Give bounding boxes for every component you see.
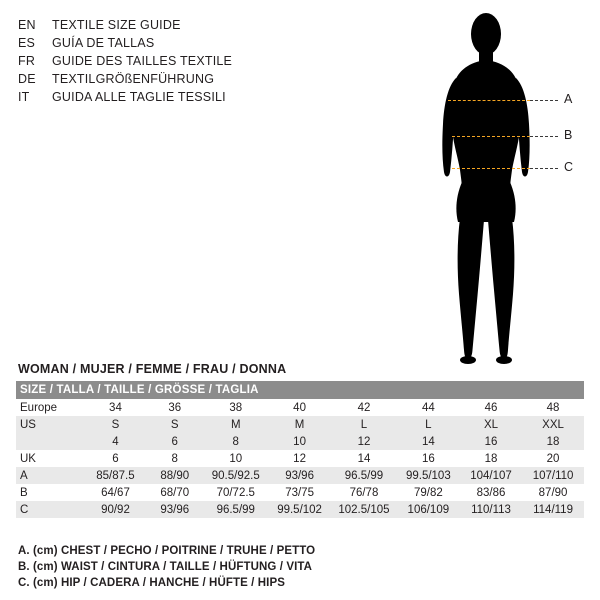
cell: 93/96	[146, 501, 204, 518]
table-row	[16, 467, 584, 484]
language-text: TEXTILGRÖßENFÜHRUNG	[52, 72, 215, 86]
cell: 10	[268, 433, 331, 450]
cell: 6	[146, 433, 204, 450]
language-list	[18, 16, 318, 106]
cell: 114/119	[522, 501, 584, 518]
cell: 99.5/102	[268, 501, 331, 518]
language-text: GUIDE DES TAILLES TEXTILE	[52, 54, 233, 68]
cell: 110/113	[460, 501, 522, 518]
cell: 38	[204, 399, 268, 416]
language-code: DE	[18, 72, 36, 86]
language-code: FR	[18, 54, 36, 68]
cell: 96.5/99	[204, 501, 268, 518]
cell: 87/90	[522, 484, 584, 501]
table-header-row	[16, 381, 584, 399]
cell: 16	[460, 433, 522, 450]
language-row	[18, 70, 318, 88]
hip-measure-label: C	[564, 160, 574, 174]
chest-measure-line	[448, 100, 530, 101]
cell: 85/87.5	[85, 467, 146, 484]
cell: 88/90	[146, 467, 204, 484]
cell: 4	[85, 433, 146, 450]
cell: M	[268, 416, 331, 433]
cell: 18	[460, 450, 522, 467]
cell: M	[204, 416, 268, 433]
cell: XXL	[522, 416, 584, 433]
cell: 8	[146, 450, 204, 467]
cell: 20	[522, 450, 584, 467]
cell: 93/96	[268, 467, 331, 484]
cell: 8	[204, 433, 268, 450]
cell: 40	[268, 399, 331, 416]
cell: 48	[522, 399, 584, 416]
row-label: B	[16, 484, 85, 501]
row-label: Europe	[16, 399, 85, 416]
cell: 18	[522, 433, 584, 450]
cell: 83/86	[460, 484, 522, 501]
footnote-waist: B. (cm) WAIST / CINTURA / TAILLE / HÜFTUNG / VITA	[18, 561, 313, 573]
cell: 42	[331, 399, 397, 416]
cell: 6	[85, 450, 146, 467]
table-header-cell: SIZE / TALLA / TAILLE / GRÖSSE / TAGLIA	[16, 381, 584, 399]
language-text: GUÍA DE TALLAS	[52, 36, 155, 50]
table-row	[16, 399, 584, 416]
chest-measure-label: A	[564, 92, 573, 106]
cell: 90/92	[85, 501, 146, 518]
language-code: IT	[18, 90, 30, 104]
waist-measure-leader	[530, 136, 558, 137]
cell: 64/67	[85, 484, 146, 501]
row-label: A	[16, 467, 85, 484]
hip-measure-line	[452, 168, 530, 169]
female-silhouette-icon	[400, 6, 596, 376]
cell: 12	[331, 433, 397, 450]
language-code: EN	[18, 18, 36, 32]
language-row	[18, 88, 318, 106]
hip-measure-leader	[530, 168, 558, 169]
footnote-hip: C. (cm) HIP / CADERA / HANCHE / HÜFTE / HIPS	[18, 577, 286, 589]
body-figure	[400, 6, 596, 376]
table-row	[16, 416, 584, 433]
cell: 90.5/92.5	[204, 467, 268, 484]
cell: 46	[460, 399, 522, 416]
language-row	[18, 52, 318, 70]
cell: 34	[85, 399, 146, 416]
cell: 96.5/99	[331, 467, 397, 484]
language-text: GUIDA ALLE TAGLIE TESSILI	[52, 90, 226, 104]
language-row	[18, 16, 318, 34]
cell: 102.5/105	[331, 501, 397, 518]
language-code: ES	[18, 36, 36, 50]
cell: 16	[397, 450, 460, 467]
cell: XL	[460, 416, 522, 433]
row-label: UK	[16, 450, 85, 467]
cell: 107/110	[522, 467, 584, 484]
language-row	[18, 34, 318, 52]
cell: 106/109	[397, 501, 460, 518]
cell: 44	[397, 399, 460, 416]
cell: 10	[204, 450, 268, 467]
cell: S	[85, 416, 146, 433]
section-title: WOMAN / MUJER / FEMME / FRAU / DONNA	[18, 362, 287, 376]
cell: 14	[331, 450, 397, 467]
language-text: TEXTILE SIZE GUIDE	[52, 18, 181, 32]
size-table-wrap	[16, 381, 584, 518]
cell: 12	[268, 450, 331, 467]
row-label	[16, 433, 85, 450]
table-row	[16, 484, 584, 501]
cell: L	[331, 416, 397, 433]
footnote-list	[18, 543, 578, 591]
cell: 76/78	[331, 484, 397, 501]
cell: 79/82	[397, 484, 460, 501]
row-label: C	[16, 501, 85, 518]
cell: 104/107	[460, 467, 522, 484]
table-row	[16, 450, 584, 467]
cell: 70/72.5	[204, 484, 268, 501]
row-label: US	[16, 416, 85, 433]
cell: 73/75	[268, 484, 331, 501]
cell: 68/70	[146, 484, 204, 501]
table-row	[16, 433, 584, 450]
waist-measure-line	[452, 136, 530, 137]
cell: 14	[397, 433, 460, 450]
cell: 99.5/103	[397, 467, 460, 484]
chest-measure-leader	[530, 100, 558, 101]
cell: 36	[146, 399, 204, 416]
footnote-chest: A. (cm) CHEST / PECHO / POITRINE / TRUHE / PETTO	[18, 545, 316, 557]
cell: L	[397, 416, 460, 433]
waist-measure-label: B	[564, 128, 573, 142]
cell: S	[146, 416, 204, 433]
size-table	[16, 381, 584, 518]
table-row	[16, 501, 584, 518]
